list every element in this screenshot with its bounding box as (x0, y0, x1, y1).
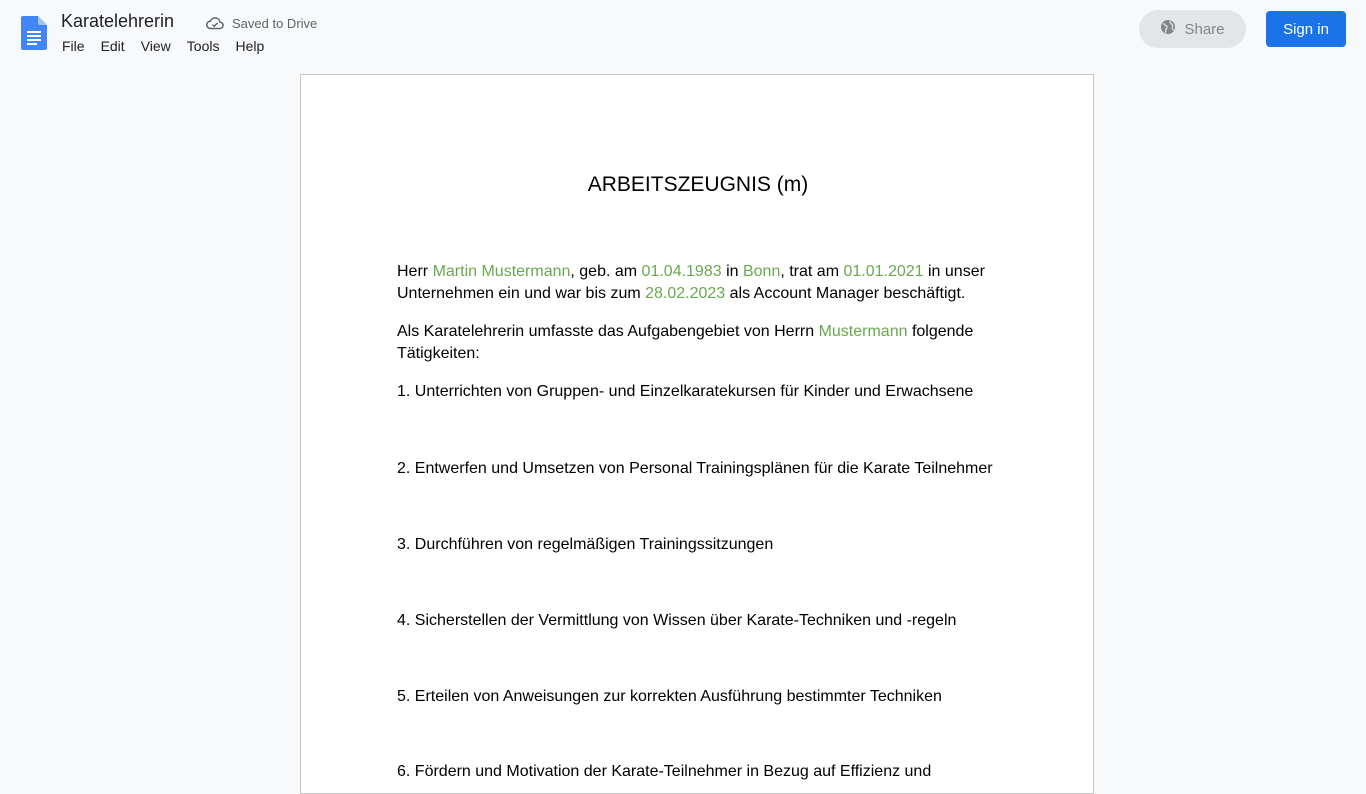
share-label: Share (1184, 20, 1225, 38)
text-run: folgende Tätigkeiten: (397, 323, 974, 362)
duty-list-item: 5. Erteilen von Anweisungen zur korrekten Ausführung bestimmter Techniken (397, 688, 942, 705)
globe-icon (1160, 19, 1176, 39)
duty-list-item: 6. Fördern und Motivation der Karate-Teilnehmer in Bezug auf Effizienz und (397, 763, 932, 780)
text-run: , geb. am (570, 263, 642, 280)
menu-file[interactable]: File (62, 38, 85, 54)
text-run: Herr (397, 263, 433, 280)
duties-intro-paragraph (397, 321, 1001, 365)
saved-status-label: Saved to Drive (232, 15, 318, 31)
duty-list-item: 1. Unterrichten von Gruppen- und Einzelkaratekursen für Kinder und Erwachsene (397, 383, 974, 400)
sign-in-button[interactable]: Sign in (1266, 11, 1346, 47)
menu-view[interactable]: View (140, 38, 171, 54)
menu-tools[interactable]: Tools (186, 38, 220, 54)
employee-name: Martin Mustermann (432, 263, 571, 280)
document-title[interactable]: Karatelehrerin (61, 11, 175, 31)
duty-list-item: 3. Durchführen von regelmäßigen Trainingssitzungen (397, 536, 774, 553)
duty-list-item: 4. Sicherstellen der Vermittlung von Wissen über Karate-Techniken und -regeln (397, 612, 957, 629)
cloud-done-icon (206, 16, 224, 30)
top-bar (0, 0, 1366, 64)
end-date: 28.02.2023 (645, 285, 726, 302)
text-run: als Account Manager beschäftigt. (725, 285, 966, 302)
employee-surname: Mustermann (818, 323, 908, 340)
birth-date: 01.04.1983 (641, 263, 722, 280)
text-run: , trat am (780, 263, 844, 280)
menu-help[interactable]: Help (235, 38, 265, 54)
start-date: 01.01.2021 (843, 263, 924, 280)
intro-paragraph (397, 261, 1001, 305)
birth-city: Bonn (742, 263, 781, 280)
share-button[interactable] (1139, 10, 1246, 48)
menu-bar (54, 36, 272, 56)
docs-logo-icon[interactable] (21, 16, 47, 50)
menu-edit[interactable]: Edit (100, 38, 125, 54)
text-run: in (721, 263, 743, 280)
saved-status[interactable] (206, 13, 317, 33)
duty-list-item: 2. Entwerfen und Umsetzen von Personal Trainingsplänen für die Karate Teilnehmer (397, 460, 993, 477)
text-run: in unser Unternehmen ein und war bis zum (397, 263, 985, 302)
text-run: Als Karatelehrerin umfasste das Aufgabengebiet von Herrn (397, 323, 819, 340)
document-page[interactable] (300, 74, 1094, 794)
document-heading: ARBEITSZEUGNIS (m) (587, 173, 809, 196)
